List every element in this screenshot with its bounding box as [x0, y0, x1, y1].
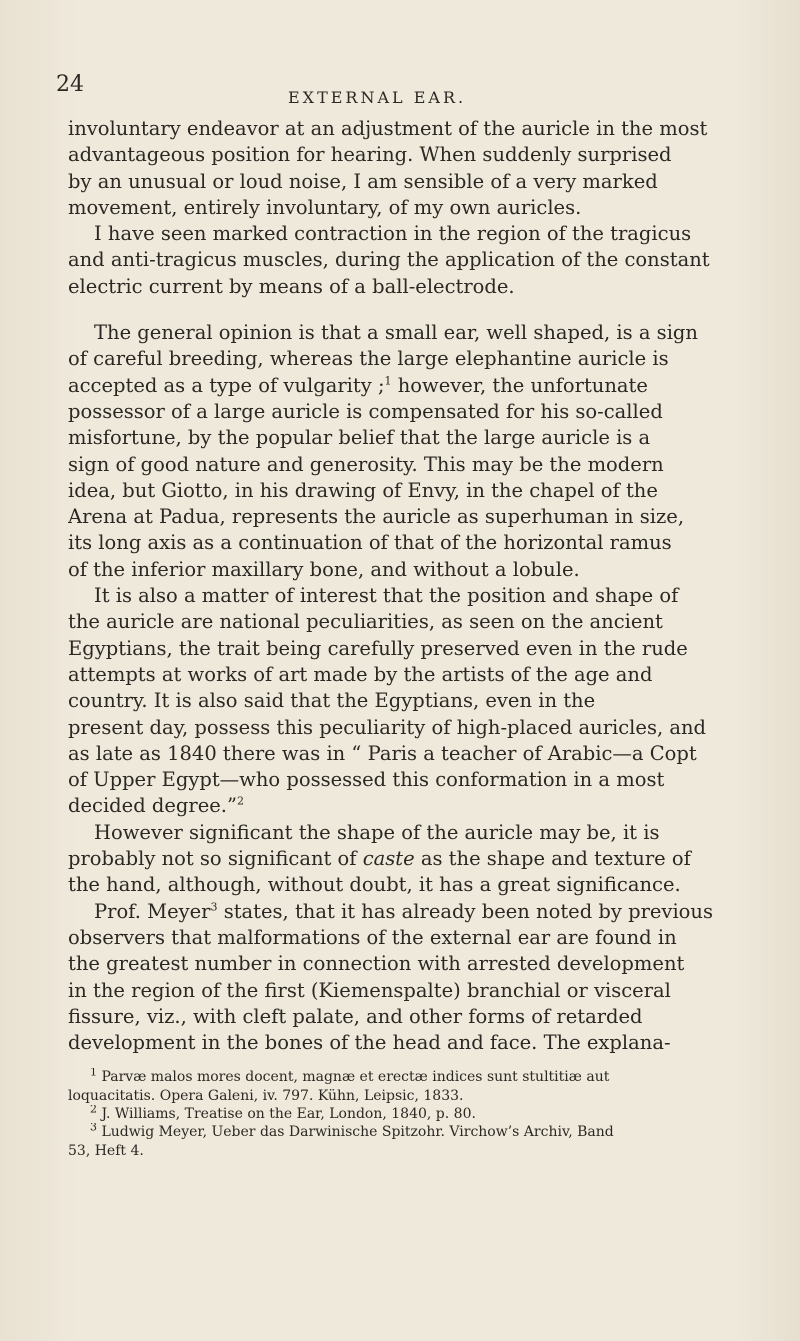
text-line: in the region of the first (Kiemenspalte) branchial or visceral: [68, 978, 671, 1002]
page-header: [56, 72, 756, 106]
text-line: attempts at works of art made by the artists of the age and: [68, 662, 653, 686]
text-line: [68, 793, 758, 819]
page-number: 24: [56, 72, 84, 97]
footnote: [68, 1105, 758, 1123]
footnote-ref[interactable]: 2: [236, 794, 244, 808]
text-line: Arena at Padua, represents the auricle as superhuman in size,: [68, 505, 685, 529]
paragraph: [68, 820, 758, 899]
text-line: of Upper Egypt—who possessed this conformation in a most: [68, 768, 665, 792]
text-span: as the shape and texture of: [414, 847, 691, 871]
text-line: the greatest number in connection with arrested development: [68, 952, 685, 976]
footnote-line: loquacitatis. Opera Galeni, iv. 797. Kühn, Leipsic, 1833.: [68, 1087, 464, 1104]
text-line: possessor of a large auricle is compensated for his so-called: [68, 399, 663, 423]
text-line: electric current by means of a ball-electrode.: [68, 274, 515, 298]
paragraph: [68, 320, 758, 583]
text-line: country. It is also said that the Egyptians, even in the: [68, 689, 596, 713]
text-line: present day, possess this peculiarity of high-placed auricles, and: [68, 715, 707, 739]
footnote-line: 53, Heft 4.: [68, 1142, 144, 1159]
footnote-text: Ludwig Meyer, Ueber das Darwinische Spitzohr. Virchow’s Archiv, Band: [101, 1124, 614, 1141]
footnote-text: Parvæ malos mores docent, magnæ et erectæ indices sunt stultitiæ aut: [101, 1069, 610, 1086]
text-line: advantageous position for hearing. When suddenly surprised: [68, 143, 672, 167]
text-line: I have seen marked contraction in the region of the tragicus: [94, 222, 692, 246]
paragraph: [68, 899, 758, 1057]
text-line: development in the bones of the head and face. The explana-: [68, 1031, 671, 1055]
text-line: of the inferior maxillary bone, and without a lobule.: [68, 557, 580, 581]
text-line: idea, but Giotto, in his drawing of Envy, in the chapel of the: [68, 478, 658, 502]
running-title: EXTERNAL EAR.: [288, 88, 467, 107]
footnote-mark: 1: [90, 1068, 97, 1079]
footnote: [68, 1123, 758, 1141]
text-line: [68, 373, 758, 399]
text-line: misfortune, by the popular belief that the large auricle is a: [68, 426, 651, 450]
text-line: movement, entirely involuntary, of my own auricles.: [68, 195, 582, 219]
text-line: the hand, although, without doubt, it has a great significance.: [68, 873, 681, 897]
text-span: probably not so significant of: [68, 847, 363, 871]
text-span: however, the unfortunate: [391, 373, 648, 397]
text-line: The general opinion is that a small ear, well shaped, is a sign: [94, 321, 698, 345]
text-line: observers that malformations of the external ear are found in: [68, 925, 677, 949]
text-span: Prof. Meyer: [94, 899, 211, 923]
text-line: as late as 1840 there was in “ Paris a teacher of Arabic—a Copt: [68, 741, 697, 765]
text-line: fissure, viz., with cleft palate, and other forms of retarded: [68, 1004, 643, 1028]
text-line: and anti-tragicus muscles, during the application of the constant: [68, 248, 710, 272]
text-span: accepted as a type of vulgarity ;: [68, 373, 385, 397]
emphasis: caste: [362, 847, 415, 871]
text-line: [68, 846, 758, 872]
footnote: [68, 1068, 758, 1086]
footnote-ref[interactable]: 1: [384, 374, 392, 388]
text-line: However significant the shape of the auricle may be, it is: [94, 820, 660, 844]
text-line: Egyptians, the trait being carefully preserved even in the rude: [68, 636, 688, 660]
text-span: states, that it has already been noted by previous: [217, 899, 713, 923]
footnote-text: J. Williams, Treatise on the Ear, London, 1840, p. 80.: [101, 1105, 476, 1122]
text-line: of careful breeding, whereas the large elephantine auricle is: [68, 347, 669, 371]
footnotes: [68, 1068, 758, 1159]
footnote-mark: 2: [90, 1104, 97, 1116]
text-line: involuntary endeavor at an adjustment of the auricle in the most: [68, 117, 708, 140]
paragraph: [68, 116, 758, 221]
paragraph-spacer: [68, 300, 758, 320]
text-line: the auricle are national peculiarities, as seen on the ancient: [68, 610, 663, 634]
text-span: decided degree.”: [68, 794, 237, 818]
text-line: by an unusual or loud noise, I am sensible of a very marked: [68, 169, 658, 193]
text-line: its long axis as a continuation of that of the horizontal ramus: [68, 531, 672, 555]
footnote-ref[interactable]: 3: [210, 900, 218, 914]
text-line: It is also a matter of interest that the position and shape of: [94, 584, 679, 608]
paragraph: [68, 583, 758, 820]
body-text: [68, 116, 758, 1160]
text-line: sign of good nature and generosity. This may be the modern: [68, 452, 664, 476]
text-line: [68, 899, 758, 925]
paragraph: [68, 221, 758, 300]
footnote-mark: 3: [90, 1123, 97, 1134]
